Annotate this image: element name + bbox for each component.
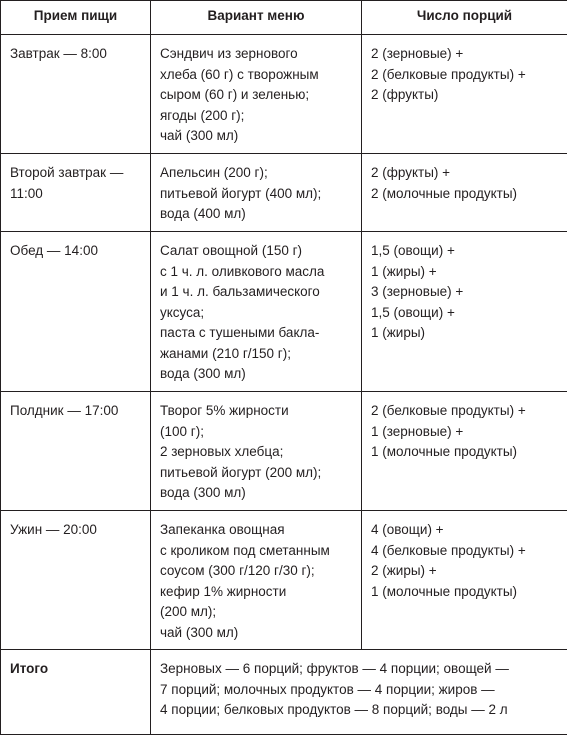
portions-line: 1,5 (овощи) +: [371, 304, 455, 320]
menu-line: соусом (300 г/120 г/30 г);: [160, 563, 315, 578]
portions-line: 1 (жиры) +: [371, 263, 437, 279]
menu-cell: [151, 392, 362, 511]
portions-line: 2 (фрукты) +: [371, 165, 451, 180]
portions-cell: [362, 35, 567, 154]
meal-cell: [1, 392, 151, 511]
meal-cell: [1, 232, 151, 392]
total-line: 7 порций; молочных продуктов — 4 порции; жиров —: [160, 681, 495, 697]
meal-line: Обед — 14:00: [10, 243, 98, 258]
header-meal: Прием пищи: [1, 1, 151, 35]
menu-line: уксуса;: [160, 304, 205, 320]
total-label: Итого: [1, 650, 151, 735]
menu-line: и 1 ч. л. бальзамического: [160, 284, 320, 299]
table-row: [1, 511, 567, 650]
portions-line: 1,5 (овощи) +: [371, 243, 455, 258]
menu-line: Сэндвич из зернового: [160, 46, 298, 61]
menu-line: (200 мл);: [160, 604, 217, 619]
menu-cell: [151, 511, 362, 650]
meal-line: Завтрак — 8:00: [10, 46, 107, 61]
meal-line: Полдник — 17:00: [10, 403, 119, 418]
menu-line: вода (300 мл): [160, 366, 246, 381]
menu-line: (100 г);: [160, 423, 204, 439]
portions-cell: [362, 511, 567, 650]
portions-line: 2 (жиры) +: [371, 563, 437, 578]
menu-line: Запеканка овощная: [160, 522, 285, 537]
menu-cell: [151, 154, 362, 232]
menu-line: чай (300 мл): [160, 128, 239, 143]
menu-line: сыром (60 г) и зеленью;: [160, 87, 310, 102]
table-row: [1, 232, 567, 392]
portions-line: 2 (белковые продукты) +: [371, 403, 526, 418]
meal-line: Ужин — 20:00: [10, 522, 97, 537]
total-line: Зерновых — 6 порций; фруктов — 4 порции; овощей —: [160, 661, 509, 676]
portions-cell: [362, 392, 567, 511]
menu-line: с кроликом под сметанным: [160, 542, 330, 558]
portions-line: 4 (овощи) +: [371, 522, 444, 537]
menu-line: ягоды (200 г);: [160, 107, 245, 123]
meal-line: 11:00: [10, 185, 43, 201]
portions-cell: [362, 232, 567, 392]
portions-line: 2 (фрукты): [371, 87, 439, 102]
meal-cell: [1, 511, 151, 650]
portions-line: 4 (белковые продукты) +: [371, 542, 526, 558]
total-line: 4 порции; белковых продуктов — 8 порций; воды — 2 л: [160, 702, 508, 717]
total-summary: [151, 650, 567, 735]
menu-line: хлеба (60 г) с творожным: [160, 66, 319, 82]
total-row: [1, 650, 567, 735]
portions-line: 3 (зерновые) +: [371, 284, 464, 299]
portions-line: 1 (жиры): [371, 325, 426, 340]
meal-line: Второй завтрак —: [10, 165, 124, 180]
menu-line: Творог 5% жирности: [160, 403, 289, 418]
menu-line: вода (300 мл): [160, 485, 246, 500]
table-row: [1, 35, 567, 154]
menu-line: питьевой йогурт (400 мл);: [160, 185, 322, 201]
portions-line: 1 (молочные продукты): [371, 444, 518, 459]
menu-line: жанами (210 г/150 г);: [160, 345, 291, 361]
menu-line: Салат овощной (150 г): [160, 243, 303, 258]
menu-line: питьевой йогурт (200 мл);: [160, 464, 322, 480]
menu-cell: [151, 232, 362, 392]
meal-cell: [1, 35, 151, 154]
menu-cell: [151, 35, 362, 154]
menu-line: чай (300 мл): [160, 624, 239, 640]
portions-line: 2 (молочные продукты): [371, 185, 518, 201]
menu-line: кефир 1% жирности: [160, 583, 287, 599]
portions-cell: [362, 154, 567, 232]
header-portions: Число порций: [362, 1, 567, 35]
menu-line: Апельсин (200 г);: [160, 165, 268, 180]
menu-line: вода (400 мл): [160, 206, 246, 221]
menu-line: паста с тушеными бакла-: [160, 325, 320, 340]
portions-line: 1 (молочные продукты): [371, 583, 518, 599]
header-menu: Вариант меню: [151, 1, 362, 35]
menu-line: с 1 ч. л. оливкового масла: [160, 263, 325, 279]
portions-line: 2 (белковые продукты) +: [371, 66, 526, 82]
meal-cell: [1, 154, 151, 232]
table-row: [1, 154, 567, 232]
portions-line: 1 (зерновые) +: [371, 423, 464, 439]
table-header-row: [1, 1, 567, 35]
portions-line: 2 (зерновые) +: [371, 46, 464, 61]
table-row: [1, 392, 567, 511]
menu-line: 2 зерновых хлебца;: [160, 444, 284, 459]
